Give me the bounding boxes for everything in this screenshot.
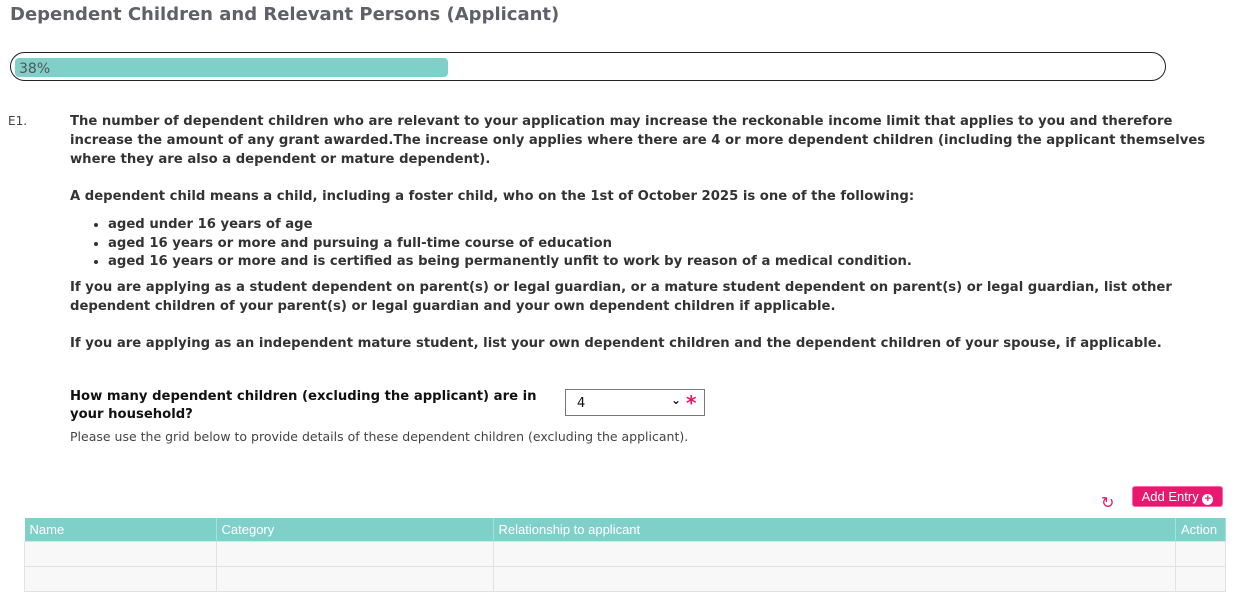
- paragraph: The number of dependent children who are relevant to your application may increase the reckonable income limit that applies to you and therefore increase the amount of any grant awarded.The increase only applies where there are 4 or more dependent children (including the applicant themselves where they are also a dependent or mature dependent).: [70, 114, 1206, 167]
- add-entry-label: Add Entry: [1141, 489, 1199, 504]
- chevron-down-icon: ⌄: [671, 393, 682, 407]
- list-item: • aged 16 years or more and is certified as being permanently unfit to work by reason of a medical condition.: [108, 253, 1236, 272]
- refresh-icon[interactable]: ↻: [1101, 493, 1115, 512]
- column-header-category[interactable]: Category: [216, 518, 493, 542]
- table-row: [25, 542, 1226, 567]
- list-item: • aged under 16 years of age: [108, 216, 1236, 235]
- progress-label: 38%: [19, 61, 51, 77]
- cell: [216, 542, 493, 567]
- required-icon: *: [686, 391, 697, 415]
- add-entry-button[interactable]: [1132, 486, 1223, 507]
- criteria-list: [70, 216, 1236, 272]
- plus-circle-icon: +: [1202, 494, 1213, 505]
- column-header-relationship[interactable]: Relationship to applicant: [493, 518, 1176, 542]
- column-header-action: Action: [1176, 518, 1226, 542]
- cell: [1176, 542, 1226, 567]
- list-item: • aged 16 years or more and pursuing a full-time course of education: [108, 235, 1236, 254]
- cell: [493, 567, 1176, 592]
- cell: [493, 542, 1176, 567]
- paragraph: If you are applying as an independent mature student, list your own dependent children and the dependent children of your spouse, if applicable.: [70, 335, 1162, 351]
- children-count-select[interactable]: [565, 389, 705, 416]
- column-header-name[interactable]: Name: [25, 518, 217, 542]
- dependents-grid: [24, 518, 1226, 592]
- progress-bar: [10, 52, 1166, 81]
- cell: [216, 567, 493, 592]
- select-value: 4: [577, 396, 586, 411]
- page-title: Dependent Children and Relevant Persons (Applicant): [10, 4, 560, 25]
- table-row: [25, 567, 1226, 592]
- question-number: E1.: [8, 114, 28, 128]
- paragraph: If you are applying as a student dependent on parent(s) or legal guardian, or a mature student dependent on parent(s) or legal guardian, list other dependent children of your parent(s) or legal guardian and your own dependent children if applicable.: [70, 279, 1172, 314]
- cell: [25, 567, 217, 592]
- paragraph: A dependent child means a child, including a foster child, who on the 1st of October 2025 is one of the following:: [70, 189, 915, 204]
- cell: [1176, 567, 1226, 592]
- field-label: How many dependent children (excluding the applicant) are in your household?: [70, 389, 537, 422]
- progress-fill: [15, 58, 448, 77]
- question-text: [70, 112, 1236, 371]
- cell: [25, 542, 217, 567]
- hint-text: Please use the grid below to provide details of these dependent children (excluding the applicant).: [70, 429, 689, 444]
